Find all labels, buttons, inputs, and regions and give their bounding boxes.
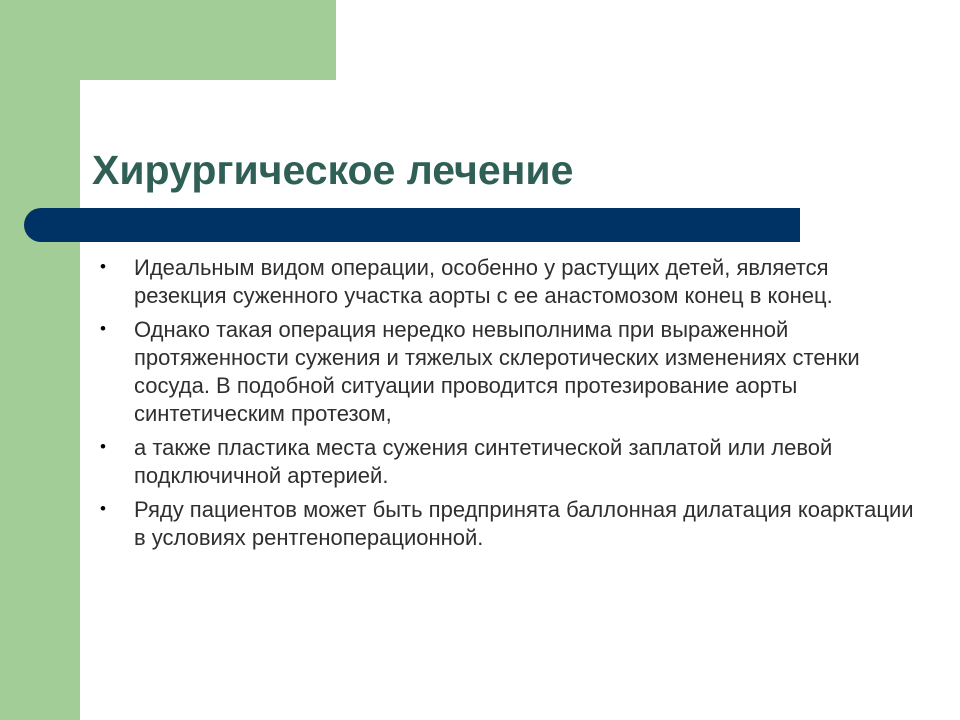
bullet-item-1 <box>100 254 920 310</box>
title-underline-bar <box>24 208 800 242</box>
bullet-icon: • <box>100 499 106 518</box>
green-top-panel <box>0 0 336 80</box>
bullet-icon: • <box>100 257 106 276</box>
bullet-icon: • <box>100 319 106 338</box>
bullet-text: Идеальным видом операции, особенно у растущих детей, является резекция суженного участка аорты с ее анастомозом конец в конец. <box>134 255 833 308</box>
bullet-text: Ряду пациентов может быть предпринята баллонная дилатация коарктации в условиях рентгеноперационной. <box>134 497 914 550</box>
bullet-item-3 <box>100 434 920 490</box>
bullet-icon: • <box>100 437 106 456</box>
bullet-item-2 <box>100 316 920 428</box>
bullet-list <box>100 254 920 558</box>
bullet-text: Однако такая операция нередко невыполнима при выраженной протяженности сужения и тяжелых склеротических изменениях стенки сосуда. В подобной ситуации проводится протезирование аорты синтетическим протезом, <box>134 317 860 426</box>
bullet-text: а также пластика места сужения синтетической заплатой или левой подключичной артерией. <box>134 435 833 488</box>
slide-title: Хирургическое лечение <box>92 147 574 193</box>
green-side-panel <box>0 0 80 720</box>
bullet-item-4 <box>100 496 920 552</box>
